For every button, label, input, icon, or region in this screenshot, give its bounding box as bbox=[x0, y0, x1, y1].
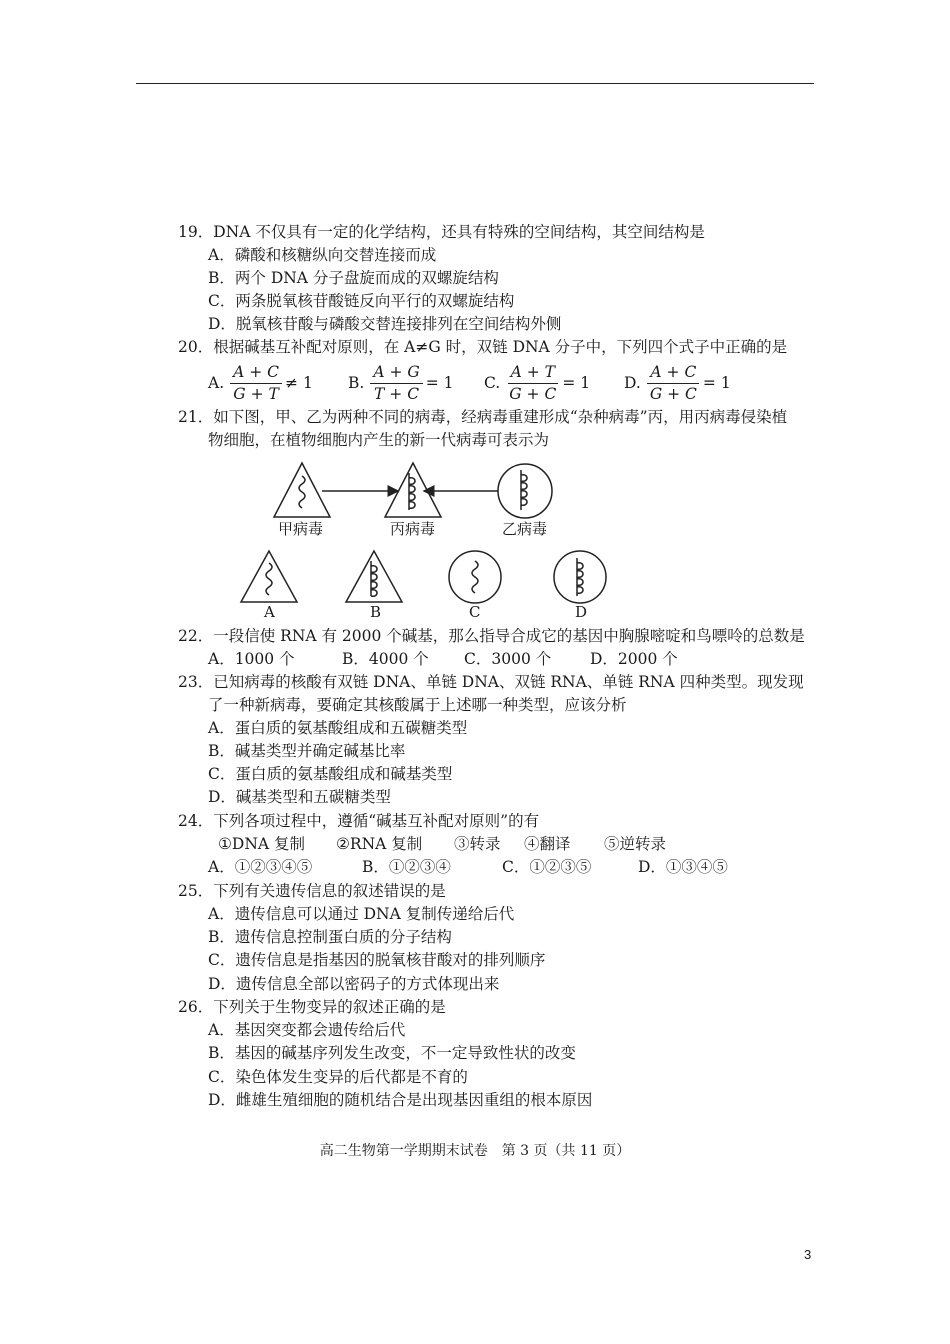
q24-item-1: ①DNA 复制 bbox=[218, 835, 306, 853]
q25-option-d: D．遗传信息全部以密码子的方式体现出来 bbox=[208, 975, 500, 993]
q24-option-d: D．①③④⑤ bbox=[638, 858, 728, 876]
label-bing-virus: 丙病毒 bbox=[390, 520, 436, 538]
virus-bing-rna bbox=[409, 473, 415, 510]
q24-option-a: A．①②③④⑤ bbox=[208, 858, 313, 876]
virus-jia-rna bbox=[299, 476, 305, 508]
label-choice-b: B bbox=[370, 603, 382, 621]
q20-option-c: C. $\frac{A + T}{G + C}$ = 1 bbox=[484, 362, 591, 403]
q23-stem-line1: 23．已知病毒的核酸有双链 DNA、单链 DNA、双链 RNA、单链 RNA 四种类型。现发现 bbox=[178, 673, 804, 691]
q23-stem-line2: 了一种新病毒，要确定其核酸属于上述哪一种类型，应该分析 bbox=[208, 696, 627, 714]
q26-stem: 26．下列关于生物变异的叙述正确的是 bbox=[178, 998, 446, 1016]
choice-c-rna bbox=[472, 561, 478, 593]
q24-item-5: ⑤逆转录 bbox=[604, 835, 667, 853]
choice-b-shell bbox=[346, 551, 402, 602]
q21-stem-line1: 21．如下图，甲、乙为两种不同的病毒，经病毒重建形成“杂种病毒”丙，用丙病毒侵染植 bbox=[178, 408, 788, 426]
q20-option-d: D. $\frac{A + C}{G + C}$ = 1 bbox=[624, 362, 731, 403]
choice-b-rna bbox=[371, 561, 377, 596]
q26-option-b: B．基因的碱基序列发生改变，不一定导致性状的改变 bbox=[208, 1044, 576, 1062]
label-jia-virus: 甲病毒 bbox=[278, 520, 324, 538]
virus-jia-shell bbox=[274, 463, 330, 517]
q19-option-d: D．脱氧核苷酸与磷酸交替连接排列在空间结构外侧 bbox=[208, 315, 562, 333]
q22-option-d: D．2000 个 bbox=[590, 650, 678, 668]
exam-footer: 高二生物第一学期期末试卷 第 3 页（共 11 页） bbox=[319, 1143, 631, 1159]
q24-item-2: ②RNA 复制 bbox=[336, 835, 423, 853]
q20-option-a: A. $\frac{A + C}{G + T}$ ≠ 1 bbox=[208, 362, 313, 403]
q22-option-a: A．1000 个 bbox=[208, 650, 295, 668]
q19-stem: 19．DNA 不仅具有一定的化学结构，还具有特殊的空间结构，其空间结构是 bbox=[178, 223, 705, 241]
q22-option-c: C．3000 个 bbox=[464, 650, 552, 668]
q24-stem: 24．下列各项过程中，遵循“碱基互补配对原则”的有 bbox=[178, 812, 540, 830]
label-choice-a: A bbox=[264, 603, 275, 621]
q20-stem: 20．根据碱基互补配对原则，在 A≠G 时，双链 DNA 分子中，下列四个式子中正确的是 bbox=[178, 338, 788, 356]
q21-stem-line2: 物细胞，在植物细胞内产生的新一代病毒可表示为 bbox=[208, 431, 550, 449]
q24-options bbox=[208, 857, 768, 877]
q23-option-b: B．碱基类型并确定碱基比率 bbox=[208, 742, 406, 760]
q19-option-b: B．两个 DNA 分子盘旋而成的双螺旋结构 bbox=[208, 269, 499, 287]
label-choice-c: C bbox=[469, 603, 481, 621]
q22-option-b: B．4000 个 bbox=[342, 650, 429, 668]
label-choice-d: D bbox=[575, 603, 588, 621]
q24-option-b: B．①②③④ bbox=[362, 858, 451, 876]
q25-option-a: A．遗传信息可以通过 DNA 复制传递给后代 bbox=[208, 905, 515, 923]
q24-items bbox=[218, 834, 758, 854]
q25-option-c: C．遗传信息是指基因的脱氧核苷酸对的排列顺序 bbox=[208, 951, 546, 969]
q19-option-c: C．两条脱氧核苷酸链反向平行的双螺旋结构 bbox=[208, 292, 515, 310]
q19-option-a: A．磷酸和核糖纵向交替连接而成 bbox=[208, 246, 437, 264]
choice-d-rna bbox=[577, 558, 583, 596]
q26-option-d: D．雌雄生殖细胞的随机结合是出现基因重组的根本原因 bbox=[208, 1091, 593, 1109]
q24-item-4: ④翻译 bbox=[524, 835, 571, 853]
q26-option-a: A．基因突变都会遗传给后代 bbox=[208, 1021, 406, 1039]
q22-options bbox=[208, 649, 768, 669]
q23-option-c: C．蛋白质的氨基酸组成和碱基类型 bbox=[208, 765, 453, 783]
page-number: 3 bbox=[804, 1247, 812, 1262]
choice-a-rna bbox=[266, 563, 272, 595]
q25-stem: 25．下列有关遗传信息的叙述错误的是 bbox=[178, 882, 446, 900]
virus-yi-rna bbox=[521, 470, 527, 510]
virus-bing-shell bbox=[385, 463, 441, 517]
q24-option-c: C．①②③⑤ bbox=[502, 858, 592, 876]
q24-item-3: ③转录 bbox=[454, 835, 501, 853]
virus-diagram bbox=[0, 0, 950, 620]
label-yi-virus: 乙病毒 bbox=[502, 520, 548, 538]
q20-option-b: B. $\frac{A + G}{T + C}$ = 1 bbox=[348, 362, 454, 403]
q23-option-a: A．蛋白质的氨基酸组成和五碳糖类型 bbox=[208, 719, 468, 737]
q22-stem: 22．一段信使 RNA 有 2000 个碱基，那么指导合成它的基因中胸腺嘧啶和鸟嘌呤的总数是 bbox=[178, 627, 805, 645]
q26-option-c: C．染色体发生变异的后代都是不育的 bbox=[208, 1068, 468, 1086]
q25-option-b: B．遗传信息控制蛋白质的分子结构 bbox=[208, 928, 452, 946]
q23-option-d: D．碱基类型和五碳糖类型 bbox=[208, 788, 391, 806]
